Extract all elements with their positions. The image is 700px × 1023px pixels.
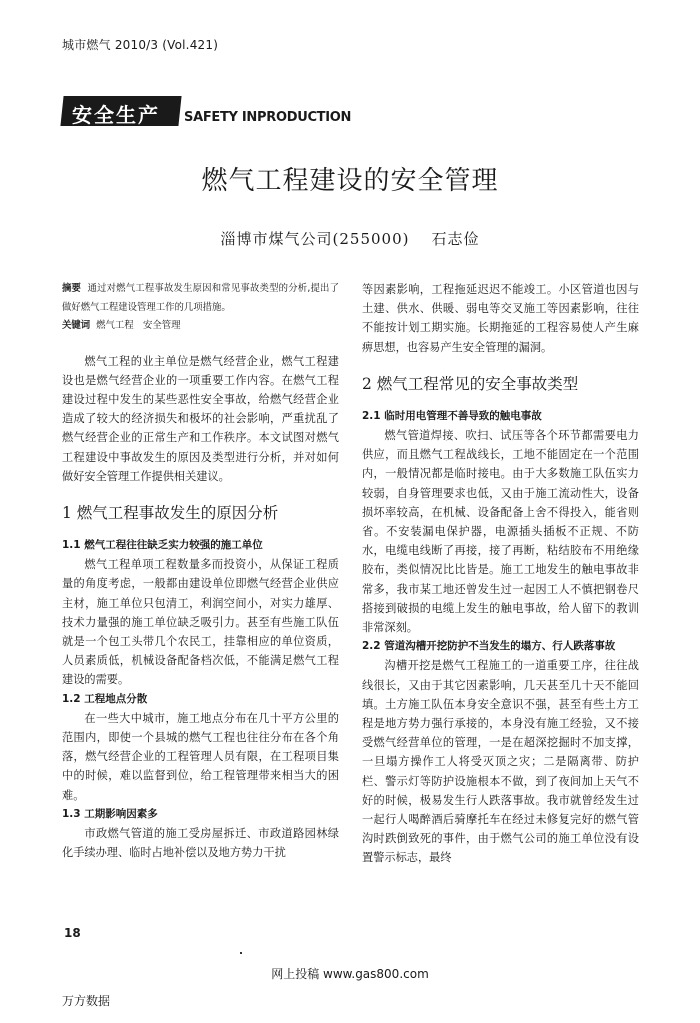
section-2-1-heading: 2.1 临时用电管理不善导致的触电事故 — [362, 409, 542, 422]
section-2-2-heading: 2.2 管道沟槽开挖防护不当发生的塌方、行人跌落事故 — [362, 640, 616, 653]
abstract-text: 通过对燃气工程事故发生原因和常见事故类型的分析,提出了做好燃气工程建设管理工作的几项措施。 — [62, 283, 339, 313]
right-column — [362, 280, 639, 868]
section-2-2-text: 沟槽开挖是燃气工程施工的一道重要工序，往往战线很长，又由于其它因素影响，几天甚至几十天不能回填。土方施工队伍本身安全意识不强，甚至有些土方工程是地方势力强行承接的，本身没有施工经验，又不接受燃气经营单位的管理，一是在超深挖掘时不加支撑，一旦塌方操作工人将受灭顶之灾；二是隔离带、防护栏、警示灯等防护设施根本不做，到了夜间加上天气不好的时候，极易发生行人跌落事故。我市就曾经发生过一起行人喝醉酒后骑摩托车在经过未修复完好的燃气管沟时跌倒致死的事件，由于燃气公司的施工单位没有设置警示标志，最终 — [362, 659, 639, 865]
column-title-en: SAFETY INPRODUCTION — [184, 110, 352, 125]
author-line — [0, 228, 700, 249]
source-watermark: 万方数据 — [62, 994, 111, 1008]
keywords-label: 关键词 — [62, 320, 91, 331]
section-2-heading: 2 燃气工程常见的安全事故类型 — [362, 374, 579, 393]
abstract-label: 摘要 — [62, 283, 82, 294]
scan-dot — [240, 952, 242, 954]
continued-paragraph: 等因素影响，工程拖延迟迟不能竣工。小区管道也因与土建、供水、供暖、弱电等交叉施工等因素影响，往往不能按计划工期实施。长期拖延的工程容易使人产生麻痹思想，也容易产生安全管理的漏洞。 — [362, 283, 639, 354]
author-name: 石志俭 — [431, 230, 480, 248]
author-affiliation: 淄博市煤气公司(255000) — [220, 230, 410, 248]
submission-url: 网上投稿 www.gas800.com — [271, 967, 429, 981]
keywords-text: 燃气工程 安全管理 — [96, 320, 181, 331]
left-column — [62, 280, 339, 862]
section-1-2-heading: 1.2 工程地点分散 — [62, 692, 148, 705]
section-1-1-text: 燃气工程单项工程数量多而投资小，从保证工程质量的角度考虑，一般都由建设单位即燃气经营企业供应主材，施工单位只包清工，利润空间小，对实力雄厚、技术力量强的施工单位缺乏吸引力。甚至有些施工队伍就是一个包工头带几个农民工，挂靠相应的单位资质，人员素质低，机械设备配备档次低，不能满足燃气工程建设的需要。 — [62, 558, 339, 687]
intro-paragraph: 燃气工程的业主单位是燃气经营企业，燃气工程建设也是燃气经营企业的一项重要工作内容。在燃气工程建设过程中发生的某些恶性安全事故，给燃气经营企业造成了较大的经济损失和极坏的社会影响，严重扰乱了燃气经营企业的正常生产和工作秩序。本文试图对燃气工程建设中事故发生的原因及类型进行分析，并对如何做好安全管理工作提供相关建议。 — [62, 354, 339, 483]
abstract — [62, 280, 339, 317]
journal-header: 城市燃气 2010/3 (Vol.421) — [62, 38, 219, 52]
section-1-2-text: 在一些大中城市，施工地点分布在几十平方公里的范围内，即使一个县城的燃气工程也往往分布在各个角落，燃气经营企业的工程管理人员有限，在工程项目集中的时候，难以监督到位，给工程管理带来相当大的困难。 — [62, 711, 339, 802]
page-number: 18 — [64, 926, 81, 940]
column-banner — [62, 96, 362, 130]
section-1-3-text: 市政燃气管道的施工受房屋拆迁、市政道路园林绿化手续办理、临时占地补偿以及地方势力干扰 — [62, 826, 339, 860]
section-1-heading: 1 燃气工程事故发生的原因分析 — [62, 503, 279, 522]
column-title-cn: 安全生产 — [72, 103, 160, 127]
section-1-3-heading: 1.3 工期影响因素多 — [62, 807, 158, 820]
section-1-1-heading: 1.1 燃气工程往往缺乏实力较强的施工单位 — [62, 538, 263, 551]
keywords — [62, 317, 339, 336]
section-2-1-text: 燃气管道焊接、吹扫、试压等各个环节都需要电力供应，而且燃气工程战线长，工地不能固定在一个范围内，一般情况都是临时接电。由于大多数施工队伍实力较弱，自身管理要求也低，又由于施工流动性大，设备损坏率较高，在机械、设备配备上舍不得投入，能省则省。不安装漏电保护器，电源插头插板不正规、不防水，电缆电线断了再接，接了再断，粘结胶布不用绝缘胶布，类似情况比比皆是。施工工地发生的触电事故非常多，我市某工地还曾发生过一起因工人不慎把钢卷尺搭接到破损的电缆上发生的触电事故，给人留下的教训非常深刻。 — [362, 429, 639, 635]
article-title: 燃气工程建设的安全管理 — [201, 166, 499, 196]
